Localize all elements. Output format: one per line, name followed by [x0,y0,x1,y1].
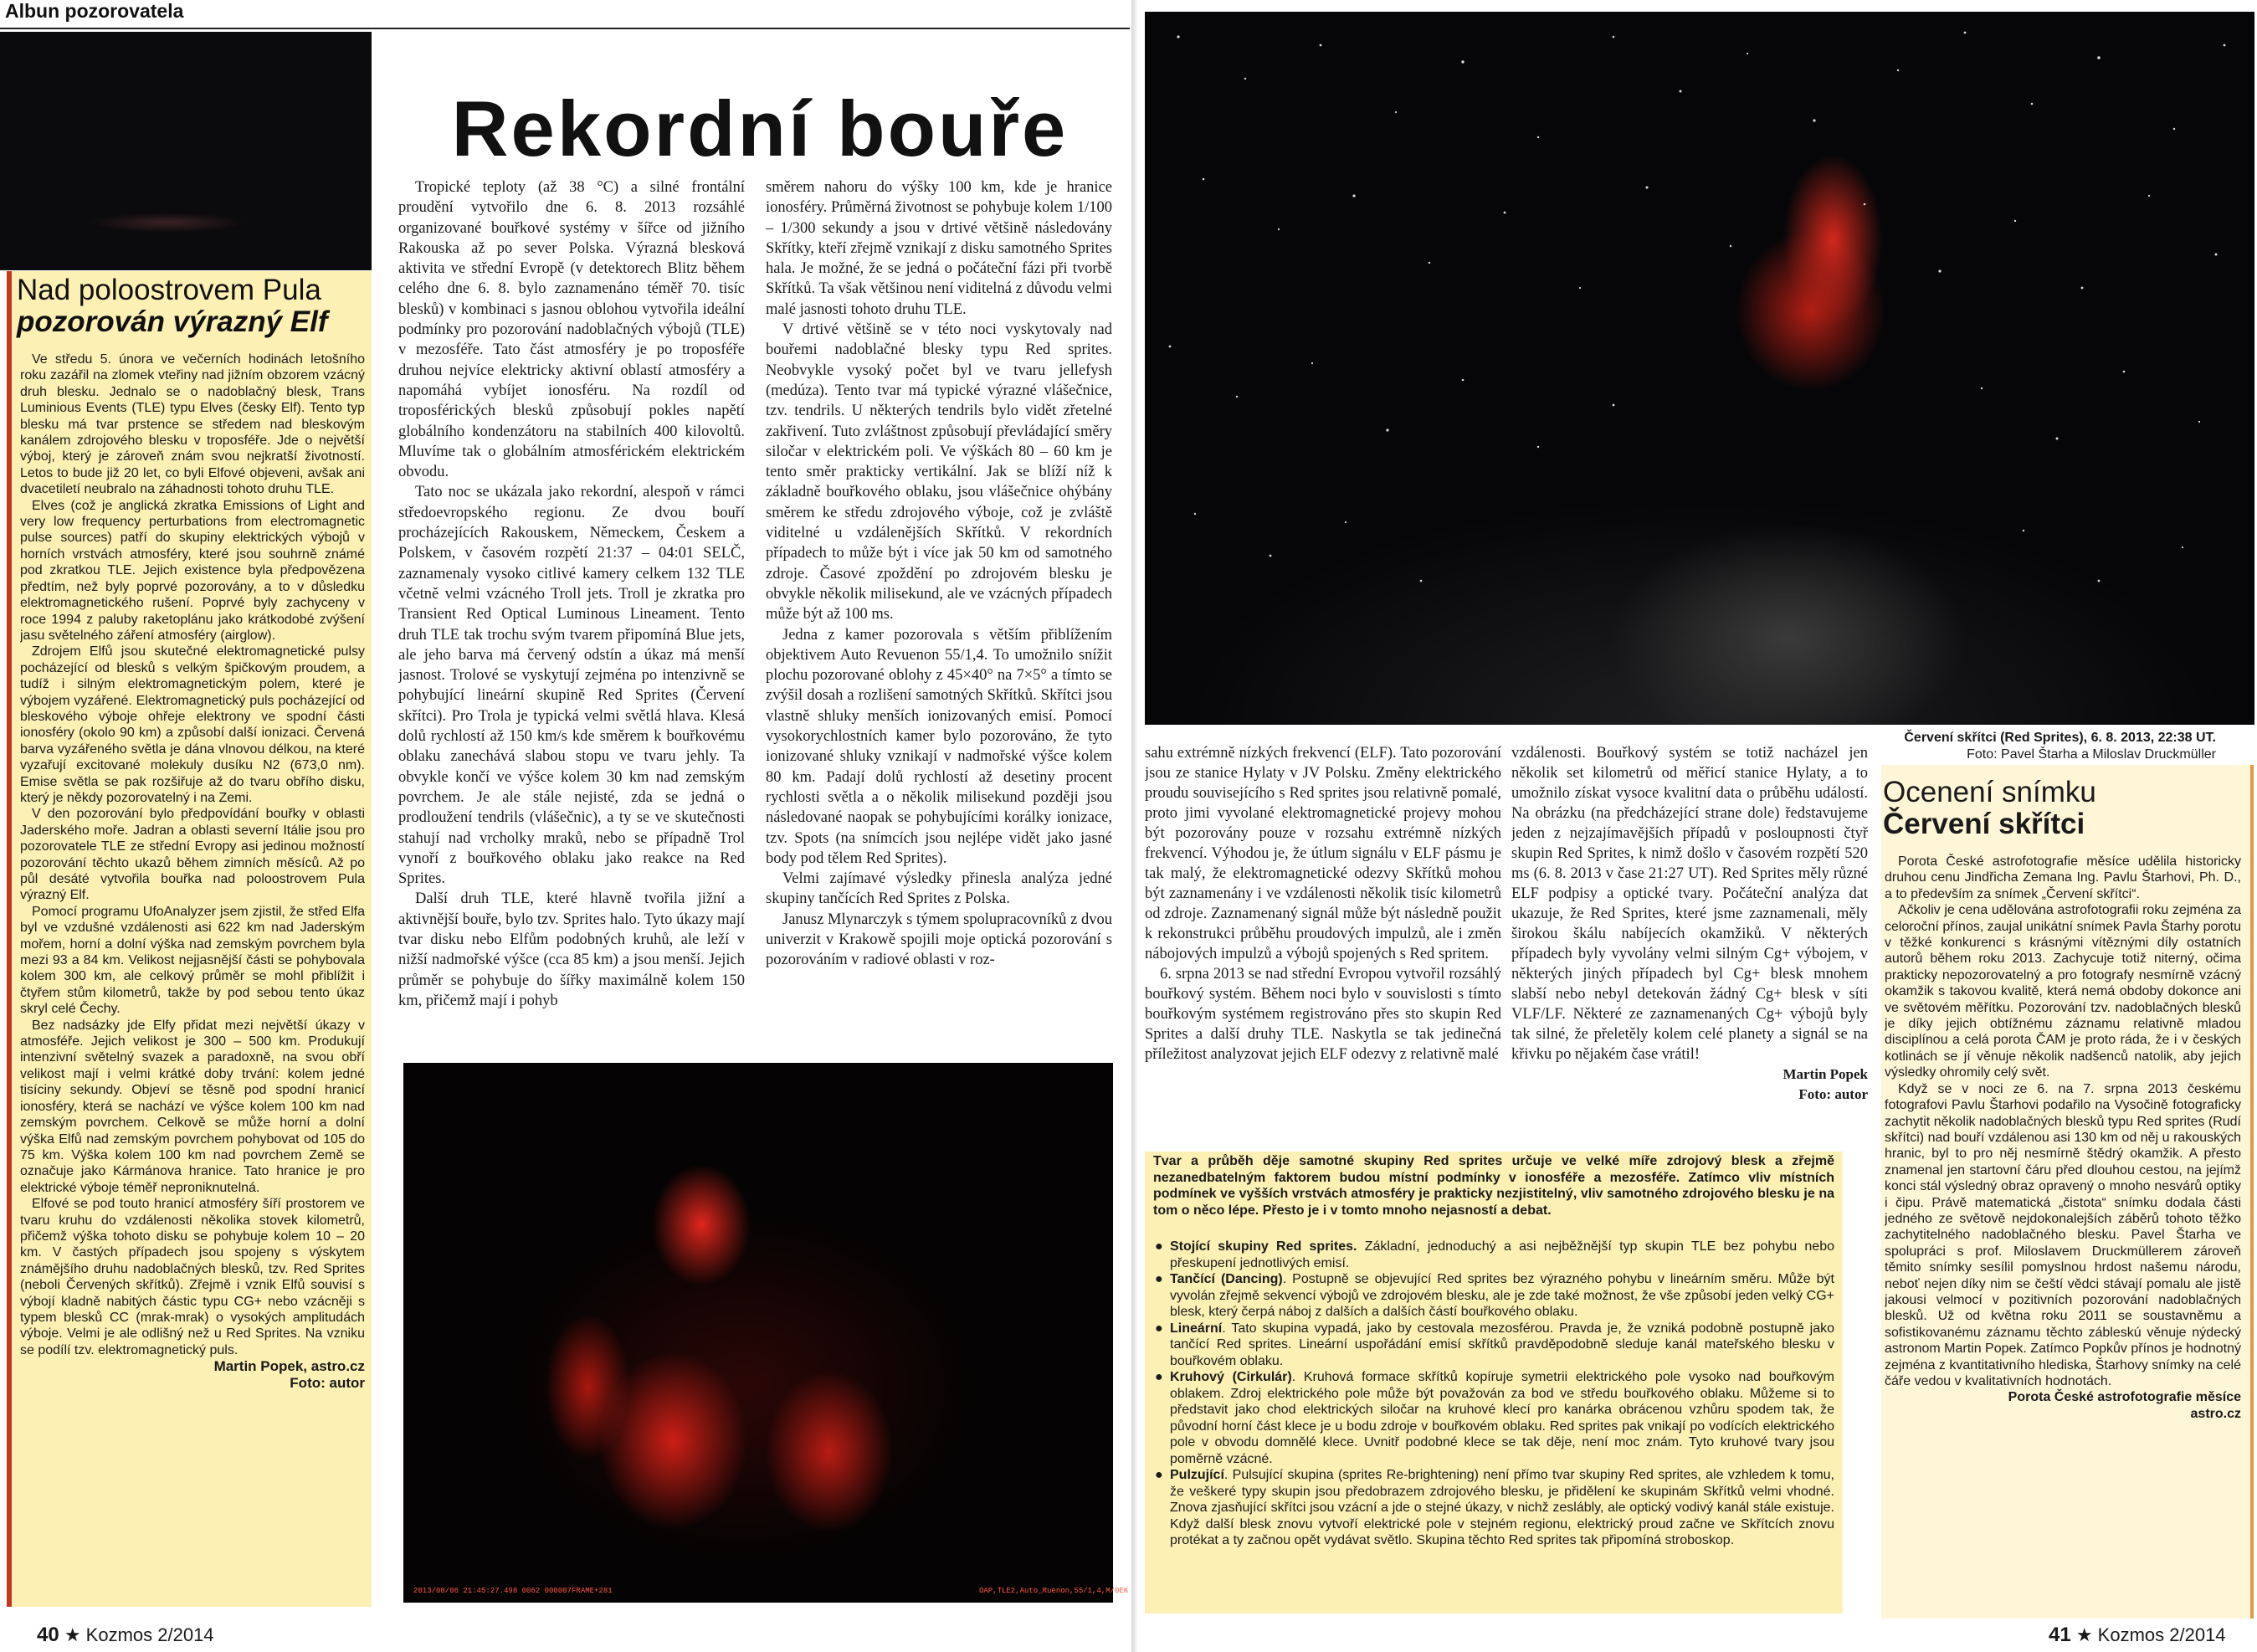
page-number: 41 [2049,1624,2071,1646]
photo-caption [1881,730,2216,763]
item-text: . Pulsující skupina (sprites Re-brightening) není přímo tvar skupiny Red sprites, ale vzhledem k tomu, že veškeré typy skupin jsou předobrazem zdrojového blesku, je přidělení ke skupinám Skřítků velmi vhodné. Znova zjasňující skřítci jsou vzácní a jde o stejné úkazy, v nichž zeslábly, ale optický vodivý kanál stále existuje. Když další blesk znovu vytvoří elektrické pole v stejném regionu, elektrický proud začne ve Skřítcích znovu protékat a ty začnou opět vydávat světlo. Skupina těchto Red sprites tak připomíná stroboskop. [1170,1468,1834,1547]
list-item [1153,1239,1834,1271]
article-paragraph: sahu extrémně nízkých frekvencí (ELF). Tato pozorování jsou ze stanice Hylaty v JV Polsku. Změny elektrického proudu souvisejícího s Red sprites jsou relativně pomalé, proto jimi vyvolané elektromagnetické projevy mohou být pozorovány pouze v rozsahu extrémně nízkých frekvencí. Výhodou je, že útlum signálu v ELF pásmu je tak malý, že elektromagnetické odezvy Skřítků mohou být zaznamenány i ve vzdálenosti několik tisíc kilometrů od zdroje. Zaznamenaný signál může být následně použit k rekonstrukci průběhu proudových impulzů, ale i změn nábojových impulzů a výbojů spojených s Red spritem. [1145,745,1501,962]
article-column-2 [766,177,1112,1053]
item-title: Pulzující [1170,1468,1224,1482]
page-footer-text: Kozmos 2/2014 [85,1624,214,1645]
page-footer-text: Kozmos 2/2014 [2097,1624,2226,1645]
elf-title-line2: pozorován výrazný Elf [17,305,328,338]
star-icon: ★ [64,1624,86,1645]
list-item [1153,1467,1834,1549]
bullet-icon: ● [1155,1468,1163,1482]
photo-caption-credit: Foto: Pavel Štarha a Miloslav Druckmüller [1967,747,2216,762]
elf-article-body [20,351,365,1607]
article-paragraph: Janusz Mlynarczyk s týmem spolupracovníků z dvou univerzit v Krakowě spojili moje optická pozorování s pozorováním v radiové oblasti v roz- [766,911,1112,969]
award-paragraph: Když se v noci ze 6. na 7. srpna 2013 českému fotografovi Pavlu Štarhovi podařilo na Vysočině fotograficky zachytit několik nadoblačných blesků typu Red sprites (Rudí skřítci) nad bouří vzdálenou asi 130 km od něj u rakouských hranic, byl to pro něj nesmírně štědrý okamžik. A přesto znamenal jen startovní čáru před dlouhou cestou, na jejímž konci stál výsledný obraz opravený o mnoho nesvárů optiky i čipu. Právě matematická „čistota“ snímku dodala části jedného ze světově nejdokonalejších záběrů tohoto těžko zachytitelného nadoblačného blesku. Pavel Štarha ve spolupráci s prof. Miloslavem Druckmüllerem zároveň těmito snímky sesílil pomyslnou hrdost našemu národu, neboť nejen díky nim se čeští vědci stávají pomalu ale jistě jakousi velmocí v pozitivních pozorování nadoblačných blesků. Už od května roku 2011 se soustavněmu a sofistikovanému záznamu těchto zábleskú věnuje nýdecký astronom Martin Popek. Zatímco Popkův přínos je hodnotný zejména z kvantitativního hlediska, Štarhovy snímky na celé čáře vedou v kvalitativních hodnotách. [1885,1081,2241,1388]
list-item [1153,1321,1834,1370]
section-rule [0,28,1130,29]
item-text: . Kruhová formace skřítků kopíruje symetrii elektrického pole vysoko nad bouřkovým oblakem. Zdroj elektrického pole může být považován za bod ve středu bouřkového oblaku. Můžeme si to představit jako chod elektrických siločar na kruhové klecí pro kanárka obrácenou vzhůru spodem tak, že původní horní část klece je u bodu zdroje v bouřkovém oblaku. Red sprites pak vnikají po vodících elektrického pole v obvodu domnělé klece. Uvnitř podobné klece se tak děje, není moc znám. Tyto kruhové tvary jsou poměrně vzácné. [1170,1370,1834,1466]
elf-author: Martin Popek, astro.cz [213,1358,365,1375]
elf-paragraph: Pomocí programu UfoAnalyzer jsem zjistil, že střed Elfa byl ve vzdušné vzdálenosti asi 622 km nad Jaderským mořem, horní a dolní výška nad zemským povrchem byla mezi 93 a 84 km. Velikost nejjasnější části se pohybovala kolem 300 km, ale celkový průměr se mohl přiblížit i čtyřem stům kilometrů, takže by pod sebou tento úkaz skryl celé Čechy. [20,904,365,1017]
article-paragraph: směrem nahoru do výšky 100 km, kde je hranice ionosféry. Průměrná životnost se pohybuje kolem 1/100 – 1/300 sekundy a jsou v drtivé většině následovány Skřítky, kteří zřejmě vznikají z disku samotného Sprites hala. Je možné, že se jedná o počáteční fázi při tvorbě Skřítků. Ta však většinou není viditelná z důvodu velmi malé jasnosti tohoto druhu TLE. [766,179,1112,318]
elf-paragraph: Elves (což je anglická zkratka Emissions of Light and very low frequency perturbations from electromagnetic pulse sources) patří do skupiny elektrických výbojů v horních vrstvách atmosféry, které jsou souhrně známé pod zkratkou TLE. Jejich existence byla předpovězena předtím, než byly poprvé pozorovány, a to v důsledku elektromagnetického rušení. Poprvé byly zachyceny v roce 1994 z paluby raketoplánu jako krátkodobé zvýšení jasu světelného záření atmosféry (airglow). [20,498,365,643]
article-column-4 [1511,743,1868,1145]
elf-title-line1: Nad poloostrovem Pula [17,274,321,306]
page-number: 40 [37,1624,59,1646]
article-paragraph: Velmi zajímavé výsledky přinesla analýza jedné skupiny tančících Red Sprites z Polska. [766,870,1112,908]
list-item [1153,1369,1834,1467]
award-body [1885,854,2241,1607]
award-title-line2: Červení skřítci [1883,808,2085,840]
box-list [1153,1239,1834,1607]
stars-layer [1145,12,2254,725]
bullet-icon: ● [1155,1272,1163,1286]
col4-credit: Foto: autor [1798,1086,1868,1102]
bullet-icon: ● [1155,1321,1163,1336]
item-title: Tančící (Dancing) [1170,1272,1283,1286]
elf-headline [17,274,368,338]
article-paragraph: Tato noc se ukázala jako rekordní, alespoň v rámci středoevropského regionu. Ze dvou bouří procházejících Rakouskem, Německem, Českem a Polskem, v časovém rozpětí 21:37 – 04:01 SELČ, zaznamenaly vysoko citlivé kamery celkem 132 TLE včetně velmi vzácného Troll jets. Troll je zkratka pro Transient Red Optical Luminous Lineament. Tento druh TLE tak trochu svým tvarem připomíná Blue jets, ale jeho barva má červený odstín a úkaz má menší jasnost. Trolové se vyskytují zejména po intenzivně se pohybující lineární skupině Red Sprites (Červení skřítci). Pro Trola je typická velmi světlá hlava. Klesá dolů rychlostí až 150 km/s kde směrem k bouřkovému oblaku zanechává slabou stopu ve tvaru jehly. Ta obvykle končí ve výšce kolem 30 km nad zemským povrchem. Je ale stále nejisté, zda se jedná o prodloužení tendrils (vlášečnic), a ty se ve skutečnosti stahují nad vrcholky mraků, nebo se případně Trol vynoří z bouřkového oblaku jako reakce na Red Sprites. [398,484,745,888]
article-paragraph: Další druh TLE, které hlavně tvořila jižní a aktivnější bouře, bylo tzv. Sprites halo. Tyto úkazy mají tvar disku nebo Elfům podobných kruhů, ale leží v nižší nadmořské výšce (cca 85 km) a jsou menší. Jejich průměr se pohybuje do šířky maximálně kolem 150 km, přičemž mají i pohyb [398,890,745,1009]
item-title: Lineární [1170,1321,1223,1336]
article-paragraph: Jedna z kamer pozorovala s větším přiblížením objektivem Auto Revuenon 55/1,4. To umožnilo snížit plochu pozorované oblohy z 45×40° na 7×5° a tímto se zvýšil dosah a rozlišení samotných Skřítků. Skřítci jsou vlastně shluky menších ionizovaných emisí. Pomocí vysokorychlostních kamer bylo pozorováno, že tyto ionizované shluky vznikají v nadmořské výšce kolem 80 km. Padají dolů rychlostí až desetiny procent rychlosti světla a o několik milisekund později jsou následované naopak se pohybujícími korálky ionizace, tzv. Spots (na snímcích jsou nejlépe vidět jako jasné body pod tělem Red Sprites). [766,626,1112,867]
elf-paragraph: Ve středu 5. února ve večerních hodinách letošního roku zazářil na zlomek vteřiny nad jižním obzorem vzácný druh blesku. Jednalo se o nadoblačný blesk, Trans Luminious Events (TLE) typu Elves (česky Elf). Tento typ blesku má tvar prstence se středem nad bleskovým kanálem zdrojového blesku v troposféře. Jde o největší výboj, který je zároveň znám svou nejkratší životností. Letos to bude již 20 let, co byli Elfové objeveni, avšak ani dvacetiletí neubralo na záhadnosti tohoto druhu TLE. [20,352,365,497]
section-label: Albun pozorovatela [5,0,184,22]
elf-paragraph: V den pozorování bylo předpovídání bouřky v oblasti Jaderského moře. Jadran a oblasti severní Itálie jsou pro pozorovatele TLE ze střední Evropy asi jedinou možností pozorování těchto ukazů během zimních měsíců. Až po půl desáté vytvořila bouřka nad poloostrovem Pula výrazný Elf. [20,807,365,903]
elf-paragraph: Elfové se pod touto hranicí atmosféry šíří prostorem ve tvaru kruhu do vzdálenosti několika stovek kilometrů, přičemž výška tohoto disku se pohybuje kolem 10 – 20 km. V častých případech jsou spojeny s výskytem známějšího druhu nadoblačných blesků, tzv. Red Sprites (neboli Červených skřítků). Zřejmě i vznik Elfů souvisí s výbojí kladně nabitých částic typu CG+ nebo vzácněji s typem blesků CC (mrak-mrak) o vysokých amplitudách výboje. Velmi je ale odlišný než u Red Sprites. Na vzniku se podílí tzv. elektromagnetický puls. [20,1197,365,1357]
article-paragraph: vzdálenosti. Bouřkový systém se totiž nacházel jen několik set kilometrů od měřicí stanice Hylaty, a to umožnilo získat vysoce kvalitní data o průběhu událostí. Na obrázku (na předcházející strane dole) ředstavujeme jeden z nejzajímavějších případů v posloupnosti čtyř skupin Red Sprites, k nimž došlo v časovém rozpětí 520 ms (6. 8. 2013 v čase 21:27 UT). Red Sprites měly různé ELF podpisy a optické tvary. Počáteční analýza dat ukazuje, že Red Sprites, které jsme zaznamenali, měly širokou škálu nabíjecích okamžiků. V některých případech byly vyvolány velmi silným Cg+ výbojem, v některých jiných případech byl Cg+ blesk mnohem slabší nebo nebyl detekován žádný Cg+ blesk v síti VLF/LF. Některé ze zaznamenaných Cg+ výbojů byly tak silné, že přeletěly kolem celé planety a signál se na křivku po nějakém čase vrátil! [1511,745,1868,1063]
page-footer-right [2049,1624,2226,1647]
article-paragraph: V drtivé většině se v této noci vyskytovaly nad bouřemi nadoblačné blesky typu Red sprites. Neobvykle vysoký počet byl ve tvaru jellefysh (medúza). Tento tvar má typické výrazné vlášečnice, tzv. tendrils. U některých tendrils bylo vidět zřetelné zakřivení. Tuto zvláštnost způsobují převládající směry siločar v elektrickém poli. Ve výškách 80 – 60 km je tento směr prakticky vertikální. Jak se blíží níž k základně bouřkového oblaku, jsou vlášečnice ohýbány směrem ke středu zdrojového výboje, což je zvláště viditelné u vzdálenějších Skřítků. V rekordních případech to může být i více jak 50 km od samotného zdroje. Časové zpoždění po zdrojovém blesku je obvykle několik milisekund, ale ve vzácných případech může být až 100 ms. [766,321,1112,623]
photo-caption-title: Červení skřítci (Red Sprites), 6. 8. 2013, 22:38 UT. [1904,731,2216,745]
article-paragraph: 6. srpna 2013 se nad střední Evropou vytvořil rozsáhlý bouřkový systém. Během noci bylo v souvislosti s tímto bouřkovým systémem registrováno přes sto skupin Red Sprites a další druhy TLE. Naskytla se tak jedinečná příležitost analyzovat jejich ELF odezvy z relativně malé [1145,966,1501,1063]
award-paragraph: Porota České astrofotografie měsíce udělila historicky druhou cenu Jindřicha Zemana Ing. Pavlu Štarhovi, Ph. D., a to především za snímek „Červení skřítci“. [1885,854,2241,901]
elf-photo-credit: Foto: autor [290,1374,365,1391]
main-title: Rekordní bouře [451,85,1069,172]
photo-timestamp: 2013/08/06 21:45:27.498 0062 000007FRAME+281 [413,1587,613,1595]
award-headline [1883,777,2243,840]
star-sky-photo [1145,12,2254,725]
article-column-1 [398,177,745,1053]
photo-camera-info: OAP,TLE2,Auto_Ruenon,55/1,4,M/0EK [979,1587,1129,1595]
item-title: Stojící skupiny Red sprites. [1170,1239,1357,1254]
award-title-line1: Ocenení snímku [1883,776,2096,808]
item-text: Základní, jednoduchý a asi nejběžnější typ skupin TLE bez pohybu nebo přeskupení jednotlivých emisí. [1170,1239,1834,1270]
bullet-icon: ● [1155,1370,1163,1384]
article-paragraph: Tropické teploty (až 38 °C) a silné frontální proudění vytvořilo dne 6. 8. 2013 rozsáhlé organizované bouřkové systémy v šířce od jižního Rakouska až po sever Polska. Výrazná blesková aktivita ve střední Evropě (v detektorech Blitz během celého dne 6. 8. bylo zaznamenáno téměř 70. tisíc blesků) v kombinaci s jasnou oblohou vytvořila ideální podmínky pro pozorování nadoblačných výbojů (TLE) v mezosféře. Tato část atmosféry je po troposféře druhou nejvíce elektricky aktivní oblastí atmosféry a napomáhá vybíjet ionosféru. Na rozdíl od troposférických blesků způsobují pokles napětí globálního kondenzátoru na stabilních 400 kilovoltů. Mluvíme tak o globálním atmosférickém elektrickém obvodu. [398,179,745,481]
award-signature-site: astro.cz [2190,1406,2241,1421]
item-text: . Tato skupina vypadá, jako by cestovala mezosférou. Pravda je, že vzniká podobně postupně jako tančící Red sprites. Lineární uspořádání emisí skřítků pravděpodobně sleduje kanál mateřského blesku v bouřkovém oblaku. [1170,1321,1834,1368]
list-item [1153,1271,1834,1321]
page-footer-left [37,1624,214,1647]
item-title: Kruhový (Cirkulár) [1170,1370,1292,1384]
item-text: . Postupně se objevující Red sprites bez výrazného pohybu v lineárním směru. Může být vyvolán zřejmě sekvencí výbojů ve zdrojovém blesku, ale je zde také možnost, že vše způsobí jeden velký CG+ blesk, který čerpá náboj z dalších a dalších částí bouřkového oblaku. [1170,1272,1834,1319]
bullet-icon: ● [1155,1239,1163,1254]
red-sprites-photo [403,1063,1113,1603]
elf-photo [0,32,372,270]
article-column-3 [1145,743,1501,1145]
box-intro: Tvar a průběh děje samotné skupiny Red sprites určuje ve velké míře zdrojový blesk a zřejmě nezanedbatelným faktorem budou místní podmínky v ionosféře a mezosféře. Zatímco vliv místních podmínek ve vyšších vrstvách atmosféry je prakticky nezjistitelný, vliv samotného zdrojového blesku je na tom o něco lépe. Přesto je i v tomto mnoho nejasností a debat. [1153,1154,1834,1218]
page-gutter [1131,0,1143,1652]
elf-paragraph: Zdrojem Elfů jsou skutečné elektromagnetické pulsy pocházející od blesků s velkým špičkovým proudem, a tudíž i silným elektromagnetickým polem, které je výbojem vyzářené. Elektromagnetický puls pocházející od bleskového výboje ohřeje elektrony ve spodní části ionosféry (okolo 90 km) a způsobí další ionizaci. Červená barva vyzářeného světla je dána vlnovou délkou, na které vyzařují excitované molekuly dusíku N2 (673,0 nm). Emise světla se pak rozšiřuje až do tvaru obřího disku, který je někdy pozorovatelný i na Zemi. [20,644,365,805]
award-signature: Porota České astrofotografie měsíce [2008,1390,2241,1405]
elf-paragraph: Bez nadsázky jde Elfy přidat mezi největší úkazy v atmosféře. Jejich velikost je 300 – 500 km. Produkují intenzivní světelný svazek a paradoxně, na svou obří velikost mají i velmi krátké doby trvání: kolem jedné tisíciny sekundy. Objeví se těsně pod spodní hranicí ionosféry, která se nachází ve výšce kolem 100 km nad zemským povrchem. Celkově se může horní a dolní výška Elfů nad zemským povrchem pohybovat od 105 do 75 km. Výška kolem 100 km nad povrchem Země se označuje jako Kármánova hranice. Tato hranice je pro elektrické výboje téměř neproniknutelná. [20,1018,365,1195]
col4-author: Martin Popek [1783,1066,1868,1082]
award-paragraph: Ačkoliv je cena udělována astrofotografii roku zejména za celoroční přínos, zaujal unikátní snímek Pavla Štarhy porotu v těžké konkurenci s krásnými vítěznými díly ostatních autorů během roku 2013. Zachycuje totiž niterný, očima prakticky nepozorovatelný a pro fotografy nesmírně vzácný okamžik s takovou kvalitě, která nemá obdoby dokonce ani ve světovém měřítku. Pozorování tzv. nadoblačných blesků je díky jejich obtížnému záznamu relativně mladou disciplínou a celá porota ČAM je proto ráda, že i v českých kotlinách se jí věnuje několik nadšenců natolik, aby jejich výsledky ohromily celý svět. [1885,903,2241,1080]
star-icon: ★ [2075,1624,2098,1645]
